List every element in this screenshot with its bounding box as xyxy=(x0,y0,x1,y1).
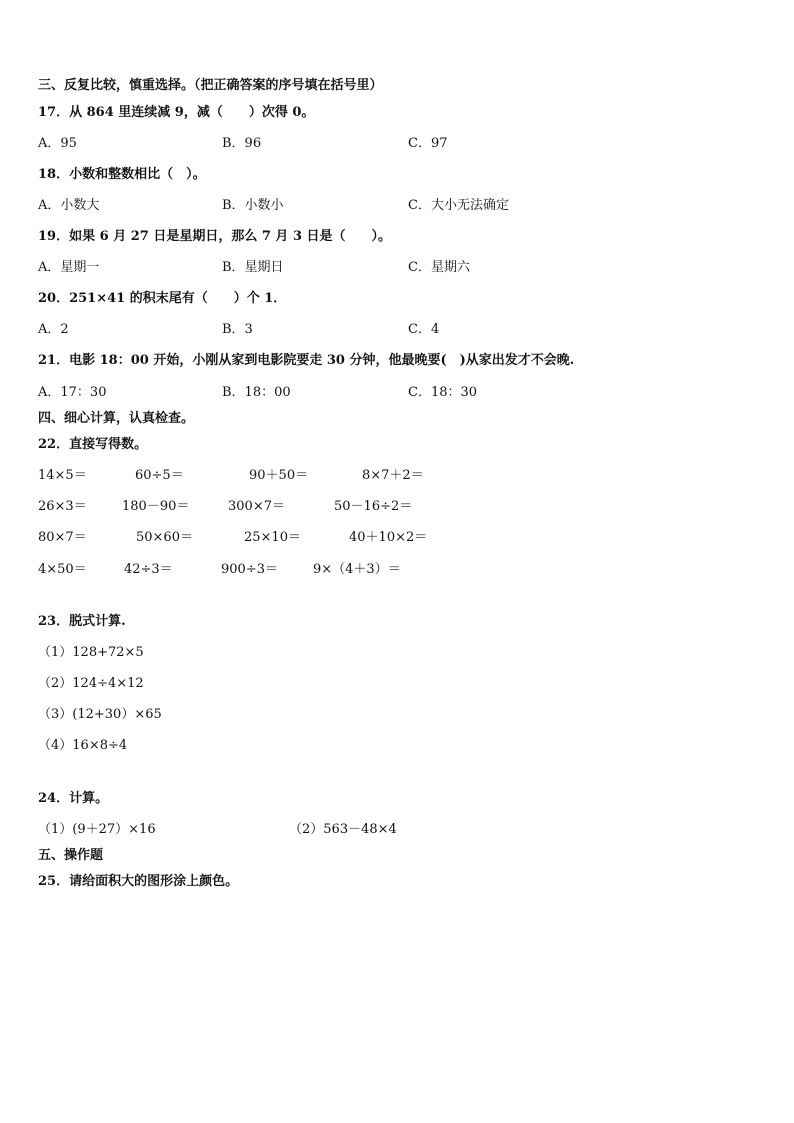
q17-option-a: A．95 xyxy=(38,136,77,151)
q21-option-c: C．18：30 xyxy=(408,385,478,400)
q19-option-a: A．星期一 xyxy=(38,260,100,275)
question-24: 24．计算。 xyxy=(38,791,109,806)
question-20: 20．251×41 的积末尾有（ ）个 1． xyxy=(38,291,287,306)
q22-expression: 90＋50＝ xyxy=(249,468,309,483)
q19-option-c: C．星期六 xyxy=(408,260,470,275)
q24-item-2: （2）563－48×4 xyxy=(289,822,397,837)
q22-expression: 300×7＝ xyxy=(228,499,285,514)
q20-option-a: A．2 xyxy=(38,322,69,337)
question-18: 18．小数和整数相比（ ）。 xyxy=(38,167,206,182)
q22-expression: 26×3＝ xyxy=(38,499,87,514)
q21-option-a: A．17：30 xyxy=(38,385,107,400)
question-22: 22．直接写得数。 xyxy=(38,437,148,452)
question-19: 19．如果 6 月 27 日是星期日，那么 7 月 3 日是（ ）。 xyxy=(38,229,392,244)
q20-option-b: B．3 xyxy=(222,322,253,337)
q21-option-b: B．18：00 xyxy=(222,385,291,400)
question-25: 25．请给面积大的图形涂上颜色。 xyxy=(38,874,239,889)
q22-expression: 4×50＝ xyxy=(38,562,87,577)
q22-expression: 14×5＝ xyxy=(38,468,87,483)
q24-item-1: （1）(9＋27）×16 xyxy=(38,822,156,837)
q22-expression: 42÷3＝ xyxy=(124,562,173,577)
q23-item-4: （4）16×8÷4 xyxy=(38,738,128,753)
q22-expression: 900÷3＝ xyxy=(221,562,278,577)
q17-option-b: B．96 xyxy=(222,136,262,151)
q23-item-1: （1）128+72×5 xyxy=(38,645,144,660)
q18-option-c: C．大小无法确定 xyxy=(408,198,509,213)
q20-option-c: C．4 xyxy=(408,322,440,337)
q22-expression: 60÷5＝ xyxy=(135,468,184,483)
q19-option-b: B．星期日 xyxy=(222,260,284,275)
question-21: 21．电影 18：00 开始，小刚从家到电影院要走 30 分钟，他最晚要( )从家出发才不会晚. xyxy=(38,353,575,368)
q22-expression: 180－90＝ xyxy=(122,499,190,514)
q22-expression: 50－16÷2＝ xyxy=(334,499,413,514)
q22-expression: 9×（4＋3）＝ xyxy=(313,562,401,577)
q22-expression: 80×7＝ xyxy=(38,530,87,545)
q23-item-2: （2）124÷4×12 xyxy=(38,676,144,691)
q18-option-b: B．小数小 xyxy=(222,198,284,213)
q17-option-c: C．97 xyxy=(408,136,448,151)
section-5-heading: 五、操作题 xyxy=(38,848,104,863)
section-3-heading: 三、反复比较，慎重选择。（把正确答案的序号填在括号里） xyxy=(38,78,383,93)
q22-expression: 50×60＝ xyxy=(136,530,193,545)
q22-expression: 25×10＝ xyxy=(244,530,301,545)
q18-option-a: A．小数大 xyxy=(38,198,100,213)
q22-expression: 40＋10×2＝ xyxy=(349,530,428,545)
question-23: 23．脱式计算. xyxy=(38,614,126,629)
section-4-heading: 四、细心计算，认真检查。 xyxy=(38,411,195,426)
question-17: 17．从 864 里连续减 9，减（ ）次得 0。 xyxy=(38,105,315,120)
q22-expression: 8×7＋2＝ xyxy=(362,468,424,483)
q23-item-3: （3）(12+30）×65 xyxy=(38,707,162,722)
